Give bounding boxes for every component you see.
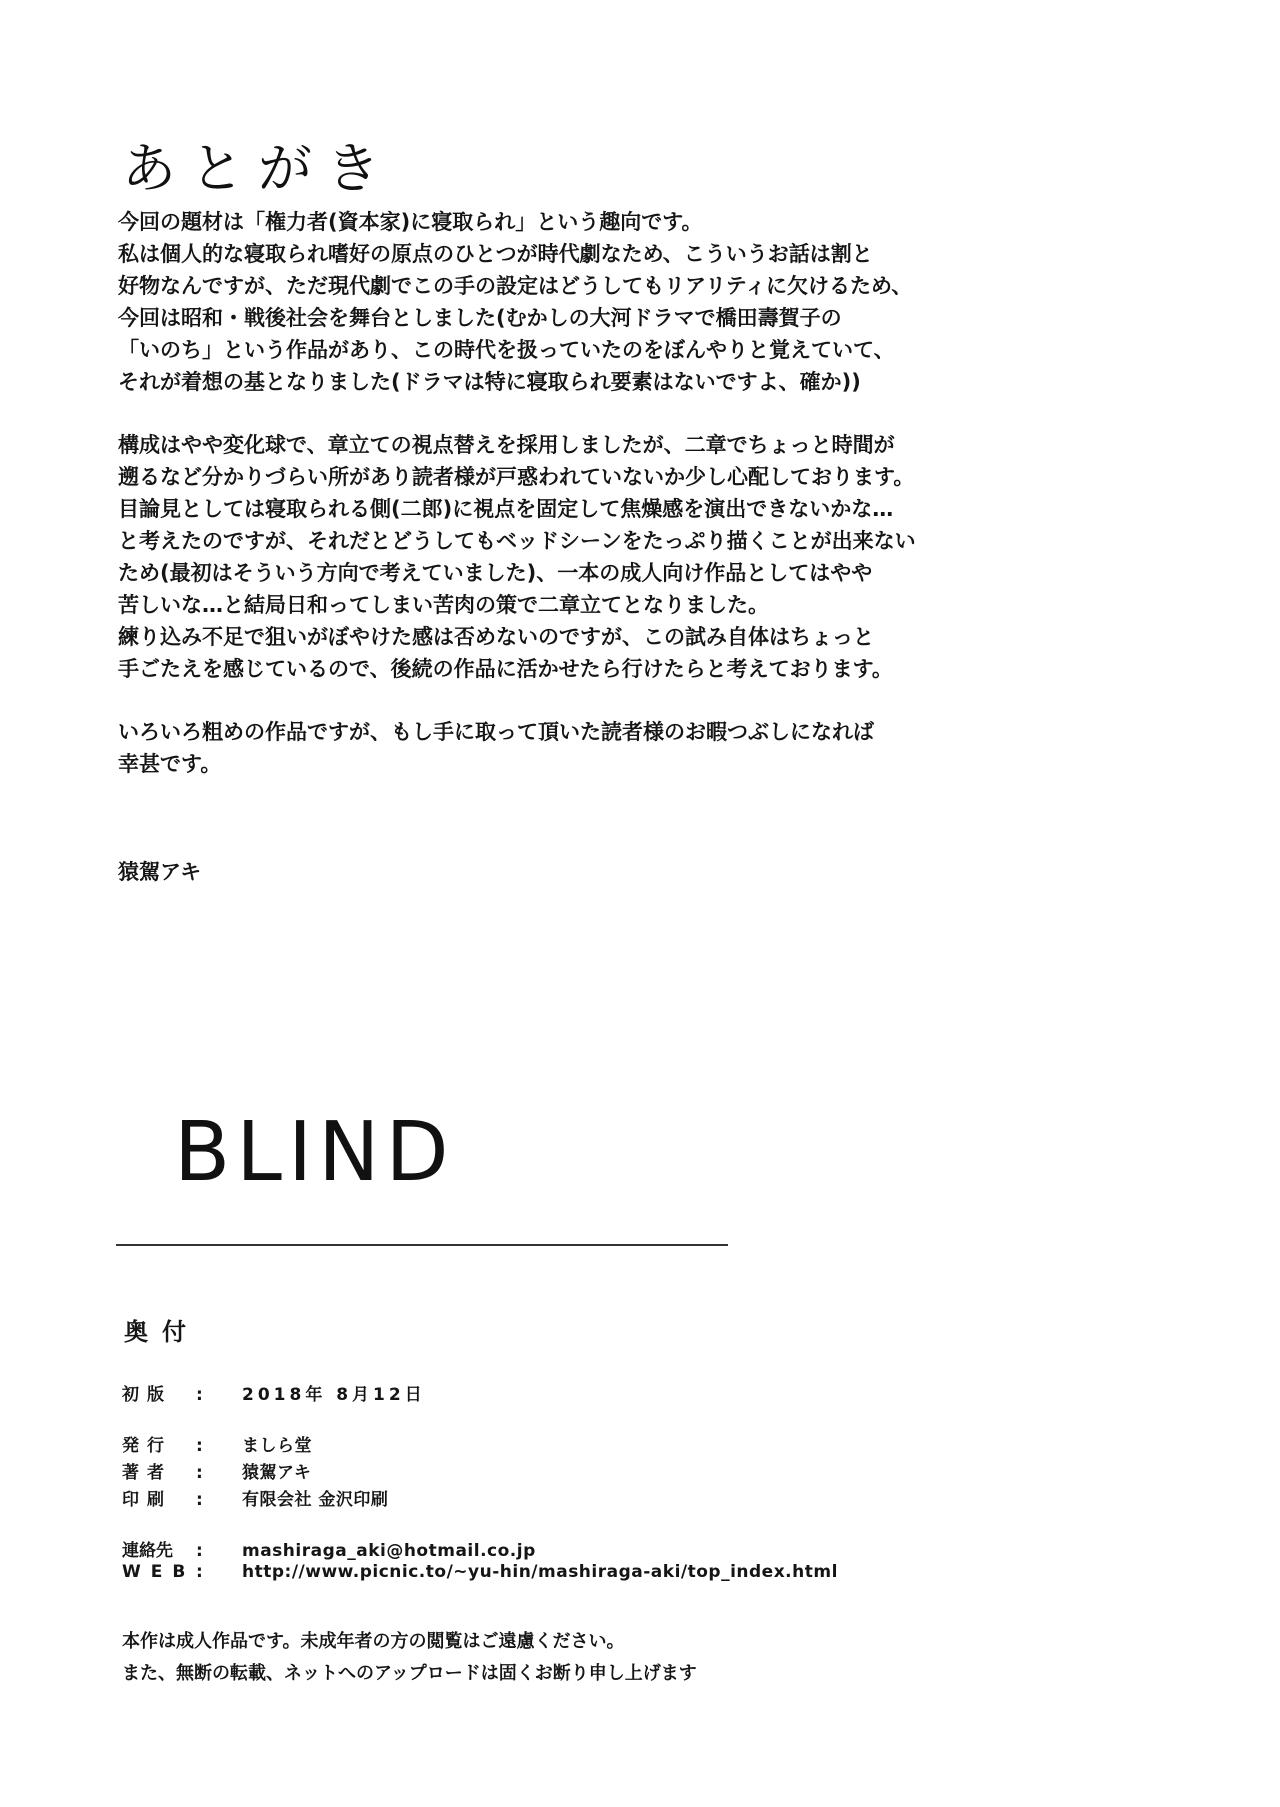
text-line: ため(最初はそういう方向で考えていました)、一本の成人向け作品としてはやや [118,561,873,585]
text-line: いろいろ粗めの作品ですが、もし手に取って頂いた読者様のお暇つぶしになれば [118,720,874,744]
colophon-label: 著者 [122,1463,172,1483]
text-line: 遡るなど分かりづらい所があり読者様が戸惑われていないか少し心配しております。 [118,465,915,489]
book-title: BLIND [174,1105,455,1200]
adult-content-notice [122,1626,697,1690]
author-signature: 猿駕アキ [118,860,202,884]
colophon-value: 2018年 8月12日 [242,1385,426,1405]
text-line: 苦しいな…と結局日和ってしまい苦肉の策で二章立てとなりました。 [118,593,769,617]
colophon-label: 印刷 [122,1490,172,1510]
afterword-body [118,206,1178,811]
afterword-paragraph [118,429,1178,685]
text-line: と考えたのですが、それだとどうしてもベッドシーンをたっぷり描くことが出来ない [118,529,916,553]
colophon-value: 猿駕アキ [242,1463,312,1483]
text-line: 手ごたえを感じているので、後続の作品に活かせたら行けたらと考えております。 [118,657,893,681]
colophon-colon: : [196,1541,203,1561]
colophon-label: 連絡先 [122,1541,173,1561]
afterword-heading: あとがき [122,137,394,200]
title-divider [116,1244,728,1246]
afterword-paragraph [118,716,1178,780]
colophon-label: 発行 [122,1436,172,1456]
colophon-row-publisher [122,1431,312,1456]
text-line: 「いのち」という作品があり、この時代を扱っていたのをぼんやりと覚えていて、 [118,338,895,362]
afterword-paragraph [118,206,1178,398]
colophon-label: WEB [122,1562,196,1582]
colophon-value: ましら堂 [242,1436,312,1456]
colophon-row-first-edition [122,1380,426,1405]
text-line: 今回の題材は「権力者(資本家)に寝取られ」という趣向です。 [118,210,703,234]
text-line: 私は個人的な寝取られ嗜好の原点のひとつが時代劇なため、こういうお話は割と [118,242,873,266]
text-line: それが着想の基となりました(ドラマは特に寝取られ要素はないですよ、確か)) [118,370,861,394]
text-line: 今回は昭和・戦後社会を舞台としました(むかしの大河ドラマで橋田壽賀子の [118,306,842,330]
text-line: 練り込み不足で狙いがぼやけた感は否めないのですが、この試み自体はちょっと [118,625,874,649]
text-line: 幸甚です。 [118,752,222,776]
colophon-colon: : [196,1436,203,1456]
colophon-label: 初版 [122,1385,172,1405]
colophon-title: 奥付 [124,1318,200,1346]
colophon-row-printer [122,1485,388,1510]
colophon-row-contact [122,1536,536,1561]
text-line: 構成はやや変化球で、章立ての視点替えを採用しましたが、二章でちょっと時間が [118,433,895,457]
colophon-row-web [122,1562,838,1582]
text-line: 目論見としては寝取られる側(二郎)に視点を固定して焦燥感を演出できないかな… [118,497,894,521]
colophon-row-author [122,1458,311,1483]
notice-line: 本作は成人作品です。未成年者の方の閲覧はご遠慮ください。 [122,1631,625,1652]
website-url: http://www.picnic.to/~yu-hin/mashiraga-aki/top_index.html [242,1562,838,1582]
colophon-colon: : [196,1463,203,1483]
colophon-value: 有限会社 金沢印刷 [242,1490,389,1510]
colophon-colon: : [196,1490,203,1510]
contact-email: mashiraga_aki@hotmail.co.jp [242,1541,536,1561]
text-line: 好物なんですが、ただ現代劇でこの手の設定はどうしてもリアリティに欠けるため、 [118,274,913,298]
colophon-colon: : [196,1385,203,1405]
colophon-colon: : [196,1562,203,1582]
notice-line: また、無断の転載、ネットへのアップロードは固くお断り申し上げます [122,1663,697,1684]
